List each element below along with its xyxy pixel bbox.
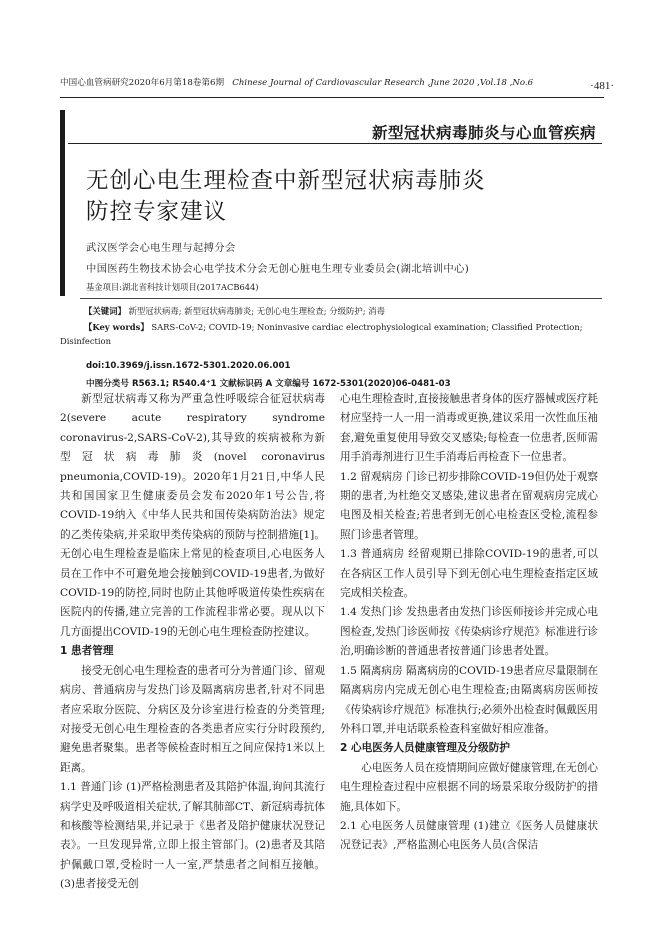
journal-name-en: Chinese Journal of Cardiovascular Research ,June 2020 ,Vol.18 ,No.6 [232,78,534,88]
left-column [60,390,325,895]
paragraph: 1.3 普通病房 经留观期已排除COVID-19的患者,可以在各病区工作人员引导下到无创心电生理检查指定区域完成相关检查。 [340,548,598,600]
paragraph: 1.4 发热门诊 发热患者由发热门诊医师接诊并完成心电图检查,发热门诊医师按《传染病诊疗规范》标准进行诊治,明确诊断的普通患者按普通门诊患者处置。 [340,606,598,658]
paragraph: 1.1 普通门诊 (1)严格检测患者及其陪护体温,询问其流行病学史及呼吸道相关症状,了解其肺部CT、新冠病毒抗体和核酸等检测结果,并记录于《患者及陪护健康状况登记表》。一旦发现异常,立即上报主管部门。(2)患者及其陪护佩戴口罩,受检时一人一室,严禁患者之间相互接触。(3)患者接受无创 [60,781,325,891]
keywords-en-label: 【Key words】 [84,322,149,332]
paragraph: 2.1 心电医务人员健康管理 (1)建立《医务人员健康状况登记表》,严格监测心电医务人员(含保洁 [340,819,598,852]
keywords-cn-text: 新型冠状病毒; 新型冠状病毒肺炎; 无创心电生理检查; 分级防护; 消毒 [125,306,385,316]
classification-line: 中图分类号 R563.1; R540.4⁺1 文献标识码 A 文章编号 1672-5301(2020)06-0481-03 [86,379,451,389]
keywords-en [60,320,614,348]
running-header [60,76,588,88]
header-rule [60,97,604,98]
paragraph: 1.5 隔离病房 隔离病房的COVID-19患者应尽量限制在隔离病房内完成无创心电生理检查;由隔离病房医师按《传染病诊疗规范》标准执行;必须外出检查时佩戴医用外科口罩,并电话联系检查科室做好相应准备。 [340,664,598,735]
right-column [340,390,598,856]
fund-note: 基金项目:湖北省科技计划项目(2017ACB644) [86,282,259,292]
title-line-1: 无创心电生理检查中新型冠状病毒肺炎 [86,168,486,194]
page-number: ·481· [590,80,614,92]
paragraph: 新型冠状病毒又称为严重急性呼吸综合征冠状病毒2(severe acute respiratory syndrome coronavirus-2,SARS-CoV-2),其导致的疾病被称为新型冠状病毒肺炎(novel coronavirus pneumonia,COVID-19)。2020年1月21日,中华人民共和国国家卫生健康委员会发布2020年1号公告,将COVID-19纳入《中华人民共和国传染病防治法》规定的乙类传染病,并采取甲类传染病的预防与控制措施[1]。无创心电生理检查是临床上常见的检查项目,心电医务人员在工作中不可避免地会接触到COVID-19患者,为做好COVID-19的防控,同时也防止其他呼吸道传染性疾病在医院内的传播,建立完善的工作流程非常必要。现从以下几方面提出COVID-19的无创心电生理检查防控建议。 [60,393,325,638]
section-title: 新型冠状病毒肺炎与心血管疾病 [371,124,596,142]
keywords-cn-label: 【关键词】 [84,306,126,316]
decorative-side-bar [60,110,65,296]
keywords-en-text: SARS-CoV-2; COVID-19; Noninvasive cardiac electrophysiological examination; Classified Protection; Disinfection [60,322,583,346]
journal-name-cn: 中国心血管病研究2020年6月第18卷第6期 [60,78,225,88]
section-heading: 1 患者管理 [60,645,114,658]
section-rule [68,143,602,144]
section-heading: 2 心电医务人员健康管理及分级防护 [340,742,510,755]
keywords-rule [80,298,602,299]
doi: doi:10.3969/j.issn.1672-5301.2020.06.001 [86,361,291,371]
article-title [86,166,486,228]
keywords-cn [84,304,614,318]
paragraph: 心电生理检查时,直接接触患者身体的医疗器械或医疗耗材应坚持一人一用一消毒或更换,建议采用一次性血压袖套,避免重复使用导致交叉感染;每检查一位患者,医师需用手消毒剂进行卫生手消毒后再检查下一位患者。 [340,393,598,464]
paragraph: 接受无创心电生理检查的患者可分为普通门诊、留观病房、普通病房与发热门诊及隔离病房患者,针对不同患者应采取分医院、分病区及分诊室进行检查的分类管理;对接受无创心电生理检查的各类患者应实行分时段预约,避免患者聚集。患者等候检查时相互之间应保持1米以上距离。 [60,664,325,774]
paragraph: 心电医务人员在疫情期间应做好健康管理,在无创心电生理检查过程中应根据不同的场景采取分级防护的措施,具体如下。 [340,761,598,813]
author-line-1: 武汉医学会心电生理与起搏分会 [86,242,236,254]
author-line-2: 中国医药生物技术协会心电学技术分会无创心脏电生理专业委员会(湖北培训中心) [86,263,470,275]
paragraph: 1.2 留观病房 门诊已初步排除COVID-19但仍处于观察期的患者,为杜绝交叉感染,建议患者在留观病房完成心电图及相关检查;若患者到无创心电检查区受检,流程参照门诊患者管理。 [340,470,598,541]
title-line-2: 防控专家建议 [86,199,228,225]
